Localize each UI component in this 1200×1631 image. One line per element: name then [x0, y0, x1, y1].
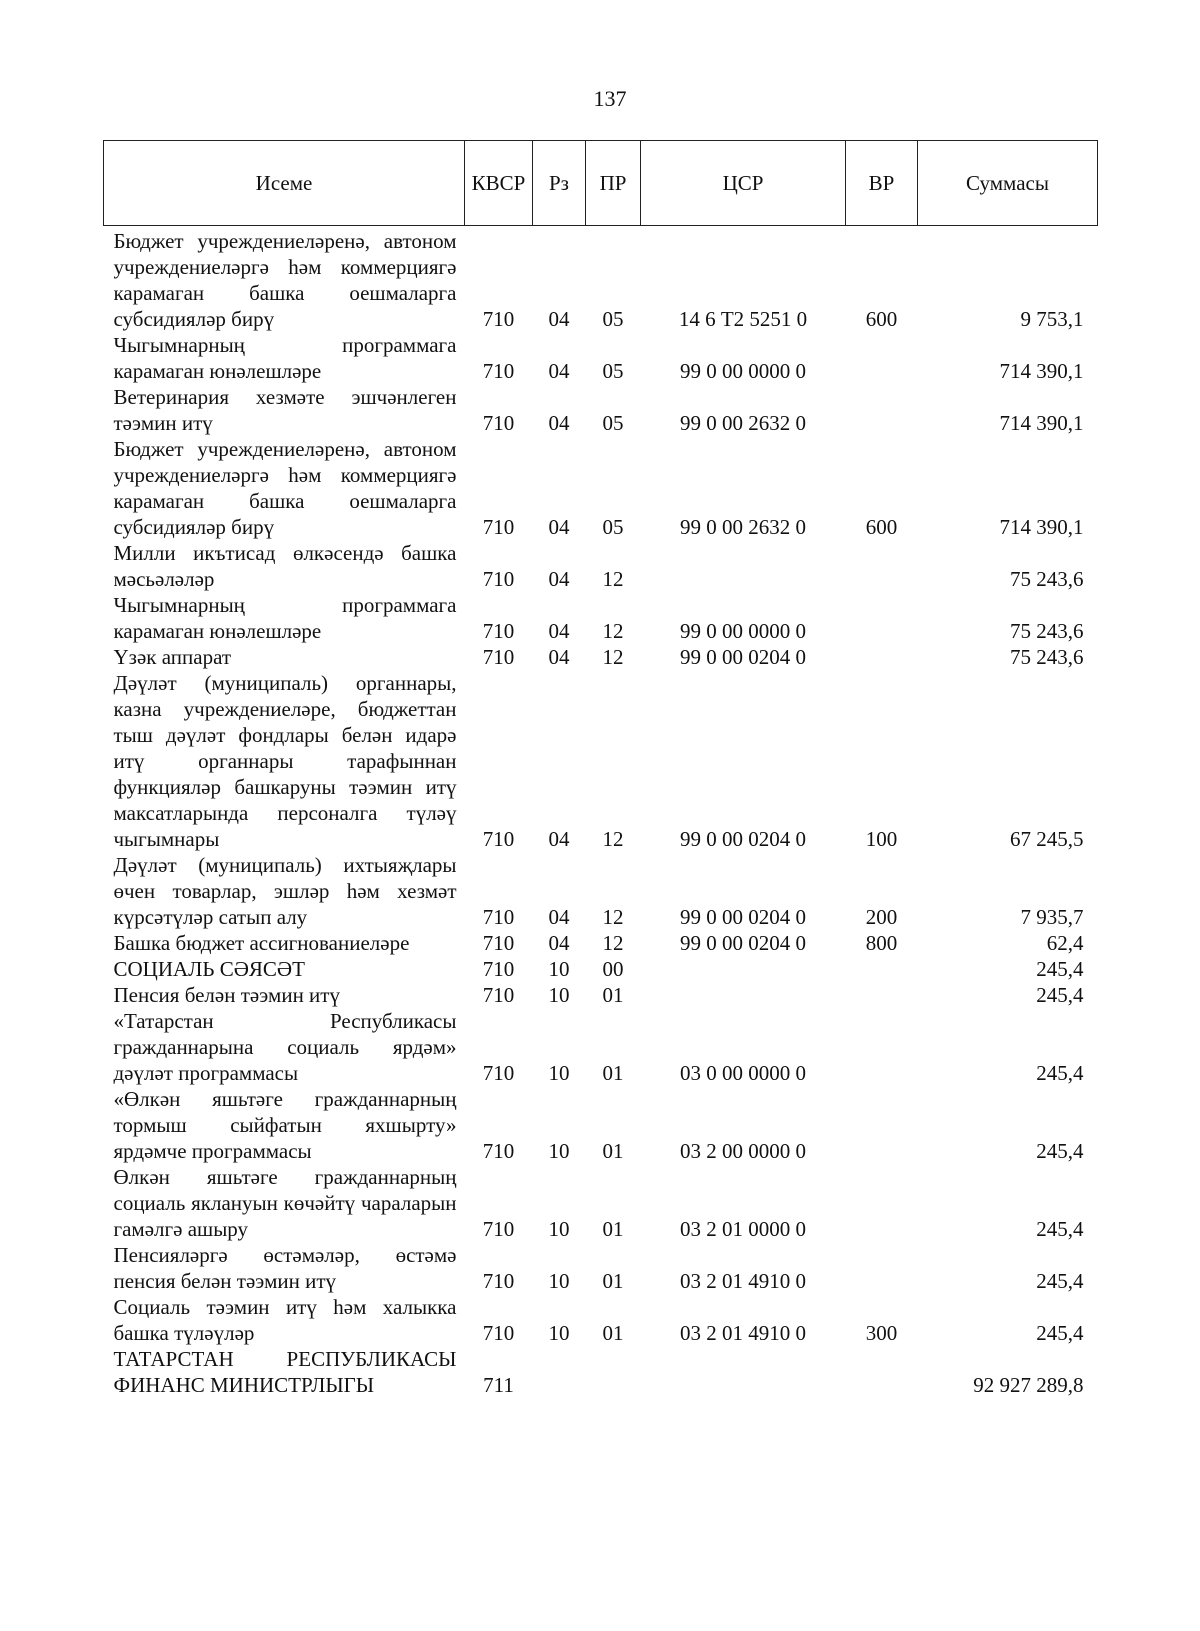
row-kvsr: 710: [482, 931, 515, 955]
row-csr: 99 0 00 2632 0: [680, 411, 806, 435]
row-sum: 245,4: [1036, 1061, 1084, 1085]
row-csr: 99 0 00 0204 0: [680, 645, 806, 669]
row-csr: [641, 982, 846, 1008]
header-sum: Суммасы: [918, 141, 1098, 226]
row-csr: 03 2 01 4910 0: [680, 1321, 806, 1345]
row-csr: 03 2 01 0000 0: [680, 1217, 806, 1241]
row-pr: 05: [602, 307, 624, 331]
table-row: [104, 982, 1098, 1008]
row-rz: [533, 1346, 586, 1398]
row-name: Өлкән яшьтәге гражданнарның социаль яклануын көчәйтү чараларын гамәлгә ашыру: [113, 1165, 457, 1241]
row-rz: 10: [548, 983, 570, 1007]
row-name: Милли икътисад өлкәсендә башка мәсьәләләр: [113, 541, 457, 591]
row-sum: 245,4: [1036, 983, 1084, 1007]
row-rz: 04: [548, 359, 570, 383]
row-sum: 75 243,6: [1010, 645, 1084, 669]
row-rz: 10: [548, 1321, 570, 1345]
table-row: [104, 644, 1098, 670]
row-sum: 245,4: [1036, 1269, 1084, 1293]
row-pr: 05: [602, 515, 624, 539]
row-kvsr: 710: [482, 567, 515, 591]
row-pr: 12: [602, 619, 624, 643]
row-rz: 10: [548, 1217, 570, 1241]
row-vr: [846, 1346, 918, 1398]
row-pr: 12: [602, 567, 624, 591]
table-row: [104, 436, 1098, 540]
row-name: Бюджет учреждениеләренә, автоном учреждениеләргә һәм коммерциягә карамаган башка оешмаларга субсидияләр бирү: [113, 437, 457, 539]
table-row: [104, 1086, 1098, 1164]
row-vr: 100: [865, 827, 898, 851]
row-sum: 75 243,6: [1010, 567, 1084, 591]
row-kvsr: 710: [482, 1269, 515, 1293]
row-csr: 99 0 00 0204 0: [680, 827, 806, 851]
row-vr: [846, 1242, 918, 1294]
row-rz: 04: [548, 827, 570, 851]
row-kvsr: 710: [482, 359, 515, 383]
row-sum: 7 935,7: [1020, 905, 1084, 929]
row-sum: 245,4: [1036, 1321, 1084, 1345]
row-rz: 10: [548, 957, 570, 981]
row-pr: 01: [602, 1139, 624, 1163]
row-name: ТАТАРСТАН РЕСПУБЛИКАСЫ ФИНАНС МИНИСТРЛЫГЫ: [113, 1347, 457, 1397]
row-kvsr: 710: [482, 1217, 515, 1241]
table-row: [104, 1008, 1098, 1086]
row-rz: 04: [548, 411, 570, 435]
row-kvsr: 710: [482, 905, 515, 929]
row-name: Чыгымнарның программага карамаган юнәлешләре: [113, 333, 457, 383]
table-row: [104, 592, 1098, 644]
table-row: [104, 1242, 1098, 1294]
budget-table: [103, 140, 1098, 1398]
row-kvsr: 710: [482, 619, 515, 643]
row-vr: [846, 956, 918, 982]
row-rz: 04: [548, 931, 570, 955]
row-vr: [846, 1008, 918, 1086]
row-vr: 600: [865, 307, 898, 331]
row-vr: [846, 592, 918, 644]
row-name: «Өлкән яшьтәге гражданнарның тормыш сыйфатын яхшырту» ярдәмче программасы: [113, 1087, 457, 1163]
row-rz: 04: [548, 905, 570, 929]
row-vr: [846, 644, 918, 670]
row-vr: [846, 1164, 918, 1242]
header-name: Исеме: [104, 141, 465, 226]
row-vr: 800: [865, 931, 898, 955]
header-rz: Рз: [533, 141, 586, 226]
row-rz: 04: [548, 515, 570, 539]
row-pr: 01: [602, 1269, 624, 1293]
row-kvsr: 710: [482, 1061, 515, 1085]
row-sum: 62,4: [1046, 931, 1084, 955]
row-rz: 10: [548, 1269, 570, 1293]
row-pr: 12: [602, 905, 624, 929]
row-pr: 00: [602, 957, 624, 981]
row-csr: [641, 956, 846, 982]
table-row: [104, 540, 1098, 592]
page-number: 137: [593, 86, 627, 111]
row-vr: [846, 982, 918, 1008]
row-name: Башка бюджет ассигнованиеләре: [113, 931, 410, 955]
row-sum: 714 390,1: [999, 359, 1084, 383]
row-pr: 01: [602, 1321, 624, 1345]
row-kvsr: 710: [482, 827, 515, 851]
row-rz: 10: [548, 1061, 570, 1085]
row-name: Пенсия белән тәэмин итү: [113, 983, 340, 1007]
row-name: Пенсияләргә өстәмәләр, өстәмә пенсия белән тәэмин итү: [113, 1243, 457, 1293]
row-csr: 03 0 00 0000 0: [680, 1061, 806, 1085]
table-row: [104, 384, 1098, 436]
header-vr: ВР: [846, 141, 918, 226]
row-csr: 99 0 00 0000 0: [680, 359, 806, 383]
row-sum: 245,4: [1036, 957, 1084, 981]
row-pr: 12: [602, 827, 624, 851]
table-row: [104, 1294, 1098, 1346]
row-sum: 9 753,1: [1020, 307, 1084, 331]
table-row: [104, 852, 1098, 930]
row-csr: 99 0 00 0204 0: [680, 905, 806, 929]
row-kvsr: 710: [482, 983, 515, 1007]
row-rz: 04: [548, 567, 570, 591]
row-kvsr: 710: [482, 411, 515, 435]
row-name: Бюджет учреждениеләренә, автоном учреждениеләргә һәм коммерциягә карамаган башка оешмаларга субсидияләр бирү: [113, 229, 457, 331]
row-csr: 03 2 01 4910 0: [680, 1269, 806, 1293]
row-name: Үзәк аппарат: [113, 645, 232, 669]
table-row: [104, 226, 1098, 333]
row-rz: 10: [548, 1139, 570, 1163]
row-pr: 12: [602, 645, 624, 669]
row-name: Чыгымнарның программага карамаган юнәлешләре: [113, 593, 457, 643]
header-row: [104, 141, 1098, 226]
row-sum: 75 243,6: [1010, 619, 1084, 643]
row-vr: [846, 384, 918, 436]
row-vr: [846, 332, 918, 384]
row-sum: 714 390,1: [999, 515, 1084, 539]
row-vr: 300: [865, 1321, 898, 1345]
header-pr: ПР: [586, 141, 641, 226]
header-csr: ЦСР: [641, 141, 846, 226]
row-name: «Татарстан Республикасы гражданнарына социаль ярдәм» дәүләт программасы: [113, 1009, 457, 1085]
table-row: [104, 930, 1098, 956]
table-body: [104, 226, 1098, 1399]
row-kvsr: 710: [482, 1139, 515, 1163]
row-name: Ветеринария хезмәте эшчәнлеген тәэмин итү: [113, 385, 457, 435]
row-sum: 245,4: [1036, 1139, 1084, 1163]
row-name: СОЦИАЛЬ СӘЯСӘТ: [113, 957, 305, 981]
row-csr: 99 0 00 0000 0: [680, 619, 806, 643]
row-pr: 01: [602, 1061, 624, 1085]
row-name: Дәүләт (муниципаль) ихтыяҗлары өчен товарлар, эшләр һәм хезмәт күрсәтүләр сатып алу: [113, 853, 457, 929]
row-csr: 99 0 00 0204 0: [680, 931, 806, 955]
row-name: Дәүләт (муниципаль) органнары, казна учреждениеләре, бюджеттан тыш дәүләт фондлары белән идарә итү органнары тарафыннан функцияләр башкаруны тәэмин итү максатларында персоналга түләү чыгымнары: [113, 671, 457, 851]
row-rz: 04: [548, 619, 570, 643]
row-pr: 05: [602, 359, 624, 383]
row-pr: 12: [602, 931, 624, 955]
table-row: [104, 1346, 1098, 1398]
header-kvsr: КВСР: [465, 141, 533, 226]
table-row: [104, 670, 1098, 852]
row-sum: 67 245,5: [1010, 827, 1084, 851]
row-pr: 05: [602, 411, 624, 435]
row-pr: 01: [602, 983, 624, 1007]
row-vr: 200: [865, 905, 898, 929]
row-name: Социаль тәэмин итү һәм халыкка башка түләүләр: [113, 1295, 457, 1345]
row-pr: [586, 1346, 641, 1398]
table-row: [104, 332, 1098, 384]
row-vr: [846, 1086, 918, 1164]
row-rz: 04: [548, 307, 570, 331]
row-kvsr: 710: [482, 515, 515, 539]
row-kvsr: 710: [482, 1321, 515, 1345]
row-csr: 03 2 00 0000 0: [680, 1139, 806, 1163]
row-kvsr: 710: [482, 645, 515, 669]
row-csr: 14 6 Т2 5251 0: [678, 307, 808, 331]
row-sum: 714 390,1: [999, 411, 1084, 435]
row-csr: 99 0 00 2632 0: [680, 515, 806, 539]
row-kvsr: 710: [482, 307, 515, 331]
table-header: [104, 141, 1098, 226]
row-csr: [641, 1346, 846, 1398]
table-row: [104, 1164, 1098, 1242]
row-kvsr: 710: [482, 957, 515, 981]
row-pr: 01: [602, 1217, 624, 1241]
row-vr: [846, 540, 918, 592]
row-sum: 245,4: [1036, 1217, 1084, 1241]
row-rz: 04: [548, 645, 570, 669]
row-csr: [641, 540, 846, 592]
table-row: [104, 956, 1098, 982]
row-kvsr: 711: [483, 1373, 514, 1397]
row-vr: 600: [865, 515, 898, 539]
row-sum: 92 927 289,8: [973, 1373, 1084, 1397]
